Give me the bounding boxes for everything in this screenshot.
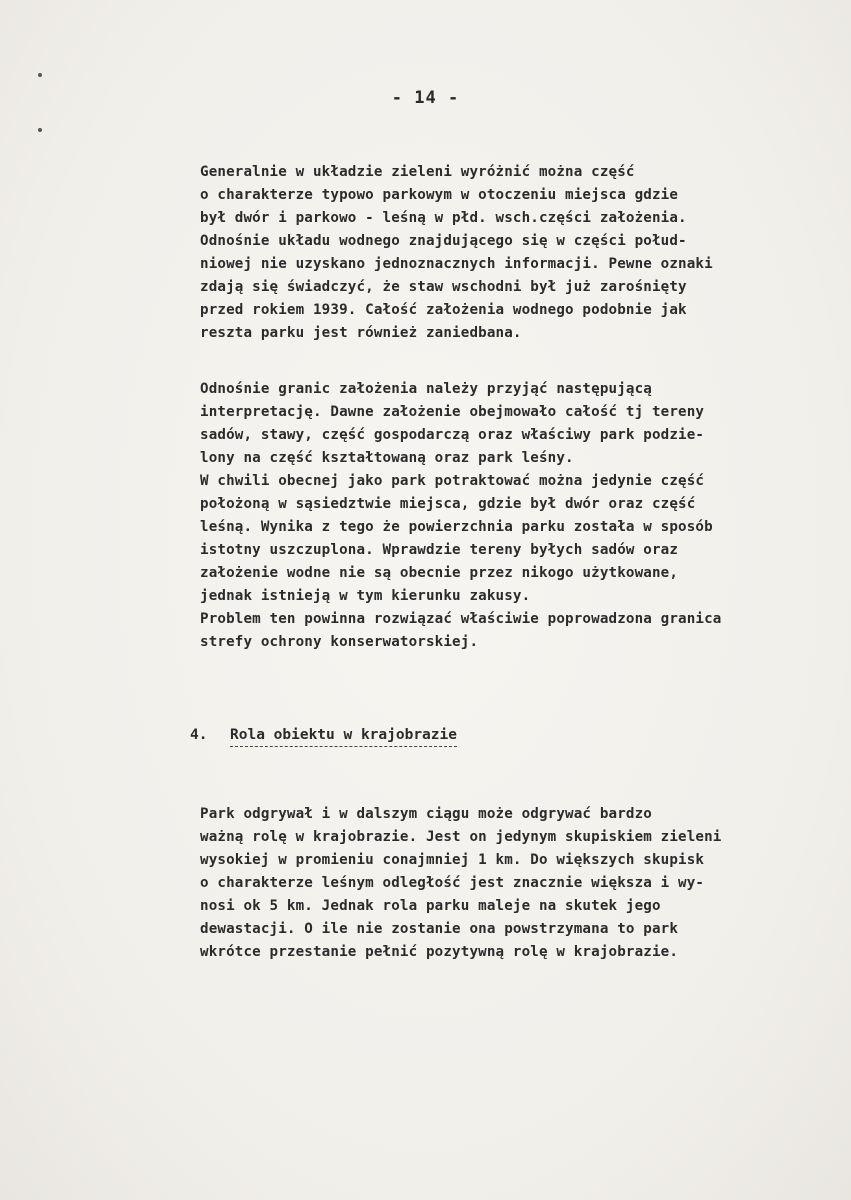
- text-line: lony na część kształtowaną oraz park leśny.: [200, 450, 574, 466]
- text-line: zdają się świadczyć, że staw wschodni był już zarośnięty: [200, 279, 687, 295]
- text-line: Problem ten powinna rozwiązać właściwie poprowadzona granica: [200, 611, 722, 627]
- text-line: istotny uszczuplona. Wprawdzie tereny byłych sadów oraz: [200, 542, 679, 558]
- text-line: leśną. Wynika z tego że powierzchnia parku została w sposób: [200, 519, 713, 535]
- text-line: położoną w sąsiedztwie miejsca, gdzie był dwór oraz część: [200, 496, 696, 512]
- text-line: dewastacji. O ile nie zostanie ona powstrzymana to park: [200, 921, 679, 937]
- page-number: - 14 -: [391, 88, 460, 108]
- text-line: o charakterze typowo parkowym w otoczeniu miejsca gdzie: [200, 187, 679, 203]
- section-heading: [190, 727, 457, 743]
- text-line: niowej nie uzyskano jednoznacznych informacji. Pewne oznaki: [200, 256, 713, 272]
- text-line: Park odgrywał i w dalszym ciągu może odgrywać bardzo: [200, 806, 652, 822]
- text-line: przed rokiem 1939. Całość założenia wodnego podobnie jak: [200, 302, 687, 318]
- text-line: reszta parku jest również zaniedbana.: [200, 325, 522, 341]
- text-line: jednak istnieją w tym kierunku zakusy.: [200, 588, 531, 604]
- text-line: o charakterze leśnym odległość jest znacznie większa i wy-: [200, 875, 705, 891]
- text-line: wysokiej w promieniu conajmniej 1 km. Do większych skupisk: [200, 852, 705, 868]
- text-line: Odnośnie układu wodnego znajdującego się w części połud-: [200, 233, 687, 249]
- text-line: był dwór i parkowo - leśną w płd. wsch.części założenia.: [200, 210, 687, 226]
- text-line: ważną rolę w krajobrazie. Jest on jedynym skupiskiem zieleni: [200, 829, 722, 845]
- text-line: Generalnie w układzie zieleni wyróżnić można część: [200, 164, 635, 180]
- binder-hole-mark: [38, 73, 42, 77]
- text-line: interpretację. Dawne założenie obejmowało całość tj tereny: [200, 404, 705, 420]
- text-line: strefy ochrony konserwatorskiej.: [200, 634, 479, 650]
- section-number: 4.: [190, 727, 208, 743]
- text-line: nosi ok 5 km. Jednak rola parku maleje na skutek jego: [200, 898, 661, 914]
- text-line: W chwili obecnej jako park potraktować można jedynie część: [200, 473, 705, 489]
- text-line: założenie wodne nie są obecnie przez nikogo użytkowane,: [200, 565, 679, 581]
- section-title: Rola obiektu w krajobrazie: [230, 727, 457, 747]
- text-line: wkrótce przestanie pełnić pozytywną rolę w krajobrazie.: [200, 944, 679, 960]
- text-line: Odnośnie granic założenia należy przyjąć następującą: [200, 381, 652, 397]
- text-line: sadów, stawy, część gospodarczą oraz właściwy park podzie-: [200, 427, 705, 443]
- binder-hole-mark: [38, 128, 42, 132]
